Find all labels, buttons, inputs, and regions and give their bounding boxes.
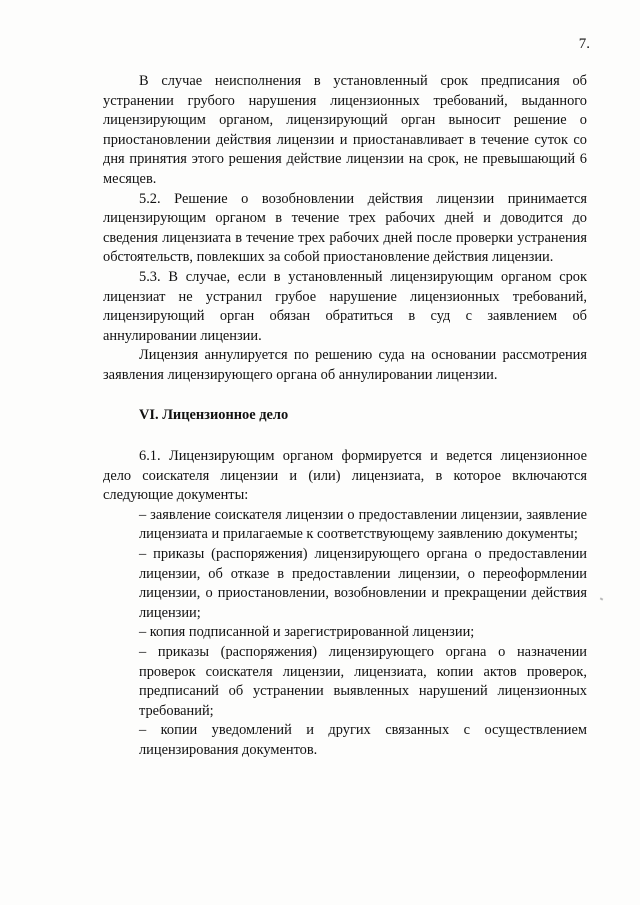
page-number: 7. [578,36,590,52]
list-item: – приказы (распоряжения) лицензирующего органа о назначении проверок соискателя лицензии, лицензиата, копии актов проверок, предписаний об устранении выявленных нарушений лицензионных требований; [139,644,587,719]
paragraph-5-2: 5.2. Решение о возобновлении действия лицензии принимается лицензирующим органом в течение трех рабочих дней и доводится до сведения лицензиата в течение трех рабочих дней после проверки устранения обстоятельств, повлекших за собой приостановление действия лицензии. [103,190,587,266]
list-item: – заявление соискателя лицензии о предоставлении лицензии, заявление лицензиата и прилагаемые к соответствующему заявлению документы; [139,506,587,543]
list-item: – копия подписанной и зарегистрированной лицензии; [139,624,475,641]
paragraph-annulment: Лицензия аннулируется по решению суда на основании рассмотрения заявления лицензирующего органа об аннулировании лицензии. [103,347,587,383]
list-item: – копии уведомлений и других связанных с осуществлением лицензирования документов. [139,722,587,758]
document-body [103,72,587,761]
paragraph-5-3: 5.3. В случае, если в установленный лицензирующим органом срок лицензиат не устранил грубое нарушение лицензионных требований, лицензирующий орган обязан обратиться в суд с заявлением об аннулировании лицензии. [103,268,587,344]
list-item: – приказы (распоряжения) лицензирующего органа о предоставлении лицензии, об отказе в предоставлении лицензии, о переоформлении лицензии, о приостановлении, возобновлении и прекращении действия лицензии; [139,546,587,621]
paragraph-6-1: 6.1. Лицензирующим органом формируется и ведется лицензионное дело соискателя лицензии и (или) лицензиата, в которое включаются следующие документы: [103,448,587,504]
section-heading: VI. Лицензионное дело [139,406,289,423]
paragraph-suspension: В случае неисполнения в установленный срок предписания об устранении грубого нарушения лицензионных требований, выданного лицензирующим органом, лицензирующий орган выносит решение о приостановлении действия лицензии и приостанавливает в течение суток со дня принятия этого решения действие лицензии на срок, не превышающий 6 месяцев. [103,73,587,187]
scan-speck [600,597,604,600]
